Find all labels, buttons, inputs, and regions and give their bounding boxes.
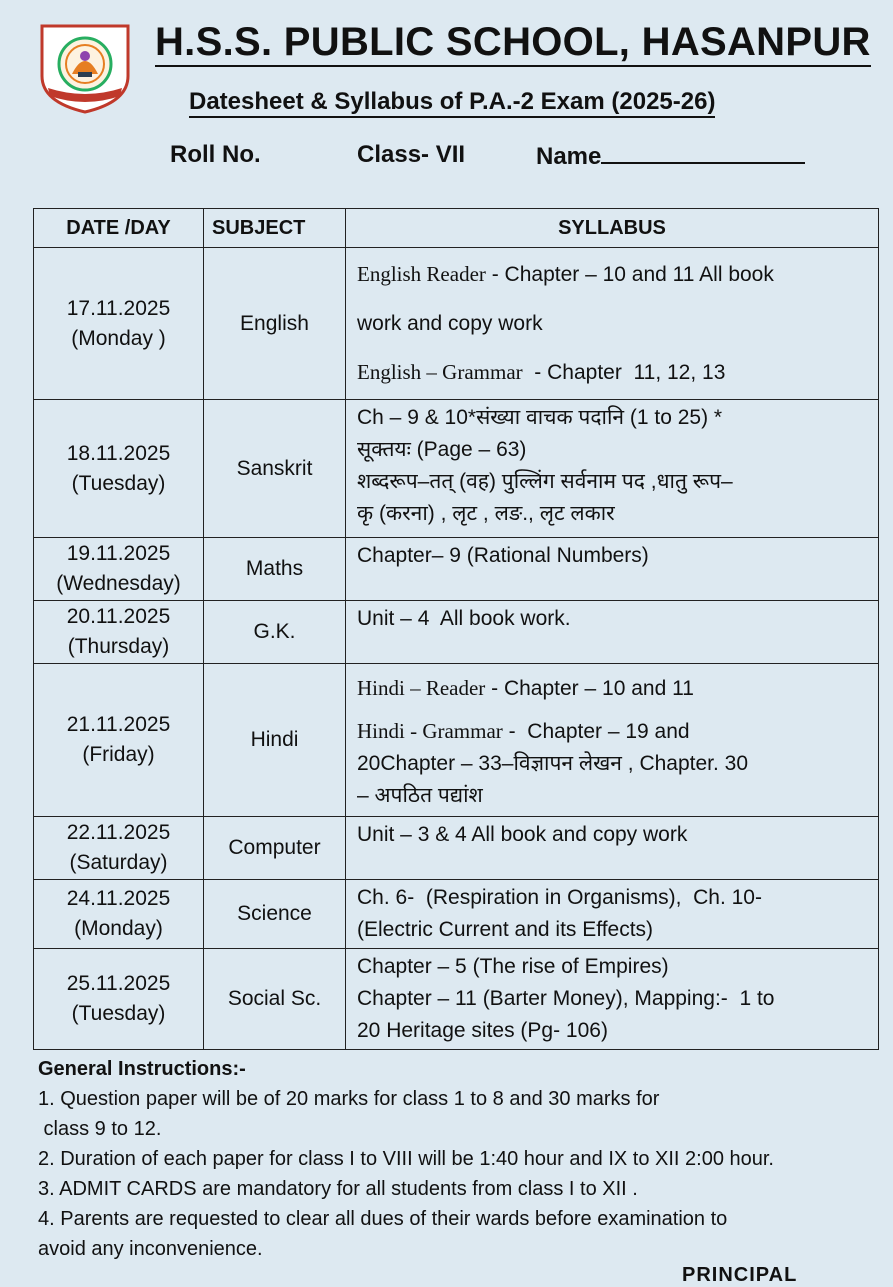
- header-syllabus: SYLLABUS: [346, 209, 879, 248]
- document-subtitle: Datesheet & Syllabus of P.A.-2 Exam (2025-26): [189, 88, 715, 118]
- syllabus-text: Ch. 6- (Respiration in Organisms), Ch. 10-: [357, 886, 762, 909]
- syllabus-text: - Chapter – 10 and 11: [485, 677, 694, 700]
- syllabus-text: Unit – 3 & 4 All book and copy work: [357, 823, 688, 846]
- syllabus-cell: [346, 400, 879, 538]
- subject-cell: Sanskrit: [204, 400, 346, 538]
- syllabus-line: [357, 882, 868, 914]
- syllabus-text: – अपठित पद्यांश: [357, 784, 483, 807]
- syllabus-line: [357, 1015, 868, 1047]
- table-row: [34, 601, 879, 664]
- school-name: H.S.S. PUBLIC SCHOOL, HASANPUR: [155, 20, 871, 67]
- syllabus-book-name: Hindi - Grammar: [357, 719, 503, 743]
- syllabus-cell: [346, 817, 879, 880]
- exam-date-cell: [34, 601, 204, 664]
- syllabus-text: सूक्तयः (Page – 63): [357, 438, 527, 461]
- syllabus-line: [357, 540, 868, 572]
- syllabus-line: [357, 434, 868, 466]
- syllabus-cell: [346, 949, 879, 1050]
- syllabus-text: Chapter– 9 (Rational Numbers): [357, 544, 649, 567]
- exam-day: (Monday): [74, 917, 163, 940]
- subject-cell: Maths: [204, 538, 346, 601]
- syllabus-text: Unit – 4 All book work.: [357, 607, 571, 630]
- instruction-line: 2. Duration of each paper for class I to VIII will be 1:40 hour and IX to XII 2:00 hour.: [38, 1148, 774, 1170]
- syllabus-line: [357, 914, 868, 946]
- subject-cell: G.K.: [204, 601, 346, 664]
- instruction-line: 4. Parents are requested to clear all dues of their wards before examination to: [38, 1208, 728, 1230]
- syllabus-text: work and copy work: [357, 312, 543, 335]
- exam-date-cell: [34, 400, 204, 538]
- syllabus-line: [357, 348, 868, 397]
- header-date-day: DATE /DAY: [34, 209, 204, 248]
- datesheet-table: [33, 208, 879, 1050]
- syllabus-text: Ch – 9 & 10*संख्या वाचक पदानि (1 to 25) *: [357, 406, 723, 429]
- general-instructions: [38, 1054, 878, 1264]
- name-blank-line: [601, 140, 805, 164]
- syllabus-text: Chapter – 5 (The rise of Empires): [357, 955, 669, 978]
- class-label: Class- VII: [357, 141, 466, 168]
- syllabus-line: [357, 299, 868, 348]
- syllabus-cell: [346, 248, 879, 400]
- exam-date: 17.11.2025: [66, 296, 171, 320]
- exam-day: (Friday): [82, 743, 155, 766]
- syllabus-cell: [346, 664, 879, 817]
- exam-date: 24.11.2025: [66, 887, 171, 910]
- syllabus-line: [357, 983, 868, 1015]
- exam-date: 20.11.2025: [66, 605, 171, 628]
- syllabus-text: - Chapter – 10 and 11 All book: [485, 263, 774, 286]
- syllabus-cell: [346, 880, 879, 949]
- syllabus-line: [357, 715, 868, 748]
- syllabus-line: [357, 402, 868, 434]
- exam-date: 25.11.2025: [66, 972, 171, 995]
- subject-cell: Hindi: [204, 664, 346, 817]
- syllabus-book-name: English – Grammar: [357, 360, 523, 384]
- table-body: [34, 248, 879, 1050]
- exam-day: (Tuesday): [71, 471, 166, 495]
- syllabus-text: (Electric Current and its Effects): [357, 918, 654, 941]
- syllabus-book-name: English Reader: [357, 262, 486, 286]
- subject-cell: Computer: [204, 817, 346, 880]
- table-row: [34, 949, 879, 1050]
- exam-date: 22.11.2025: [66, 821, 171, 844]
- name-field: [536, 140, 805, 172]
- exam-day: (Wednesday): [56, 572, 181, 595]
- table-row: [34, 538, 879, 601]
- exam-date-cell: [34, 817, 204, 880]
- instruction-line: avoid any inconvenience.: [38, 1238, 263, 1260]
- exam-day: (Thursday): [67, 635, 170, 658]
- instruction-line: 3. ADMIT CARDS are mandatory for all students from class I to XII .: [38, 1178, 638, 1200]
- syllabus-line: [357, 666, 868, 711]
- exam-date-cell: [34, 248, 204, 400]
- exam-date-cell: [34, 664, 204, 817]
- exam-date: 21.11.2025: [66, 713, 171, 736]
- syllabus-line: [357, 748, 868, 780]
- syllabus-line: [357, 951, 868, 983]
- syllabus-text: कृ (करना) , लृट , लङ., लृट लकार: [357, 502, 615, 525]
- school-logo: [36, 22, 134, 116]
- syllabus-text: - Chapter – 19 and: [502, 720, 690, 743]
- exam-day: (Tuesday): [71, 1002, 166, 1025]
- table-header-row: [34, 209, 879, 248]
- subject-cell: English: [204, 248, 346, 400]
- header-subject: SUBJECT: [204, 209, 346, 248]
- syllabus-text: 20Chapter – 33–विज्ञापन लेखन , Chapter. 30: [357, 752, 749, 775]
- syllabus-line: [357, 466, 868, 498]
- instruction-line: 1. Question paper will be of 20 marks for class 1 to 8 and 30 marks for: [38, 1088, 660, 1110]
- subject-cell: Social Sc.: [204, 949, 346, 1050]
- exam-date-cell: [34, 949, 204, 1050]
- exam-date: 19.11.2025: [66, 542, 171, 565]
- table-row: [34, 817, 879, 880]
- table-row: [34, 400, 879, 538]
- syllabus-line: [357, 603, 868, 635]
- syllabus-line: [357, 819, 868, 851]
- syllabus-text: - Chapter 11, 12, 13: [522, 361, 726, 384]
- syllabus-line: [357, 250, 868, 299]
- name-label: Name: [536, 143, 602, 170]
- syllabus-text: शब्दरूप–तत् (वह) पुल्लिंग सर्वनाम पद ,धातु रूप–: [357, 470, 733, 493]
- principal-signature: PRINCIPAL: [682, 1264, 798, 1286]
- exam-date-cell: [34, 880, 204, 949]
- exam-date-cell: [34, 538, 204, 601]
- table-row: [34, 664, 879, 817]
- exam-date: 18.11.2025: [66, 441, 171, 465]
- syllabus-line: [357, 780, 868, 812]
- exam-day: (Monday ): [71, 326, 166, 350]
- table-row: [34, 880, 879, 949]
- syllabus-text: Chapter – 11 (Barter Money), Mapping:- 1 to: [357, 987, 775, 1010]
- roll-number-label: Roll No.: [170, 141, 261, 168]
- table-row: [34, 248, 879, 400]
- syllabus-line: [357, 498, 868, 530]
- instructions-title: General Instructions:-: [38, 1058, 246, 1080]
- syllabus-cell: [346, 601, 879, 664]
- instruction-line: class 9 to 12.: [38, 1118, 162, 1140]
- school-crest-icon: [36, 22, 134, 116]
- exam-day: (Saturday): [69, 851, 168, 874]
- subject-cell: Science: [204, 880, 346, 949]
- syllabus-cell: [346, 538, 879, 601]
- syllabus-text: 20 Heritage sites (Pg- 106): [357, 1019, 608, 1042]
- syllabus-book-name: Hindi – Reader: [357, 676, 486, 700]
